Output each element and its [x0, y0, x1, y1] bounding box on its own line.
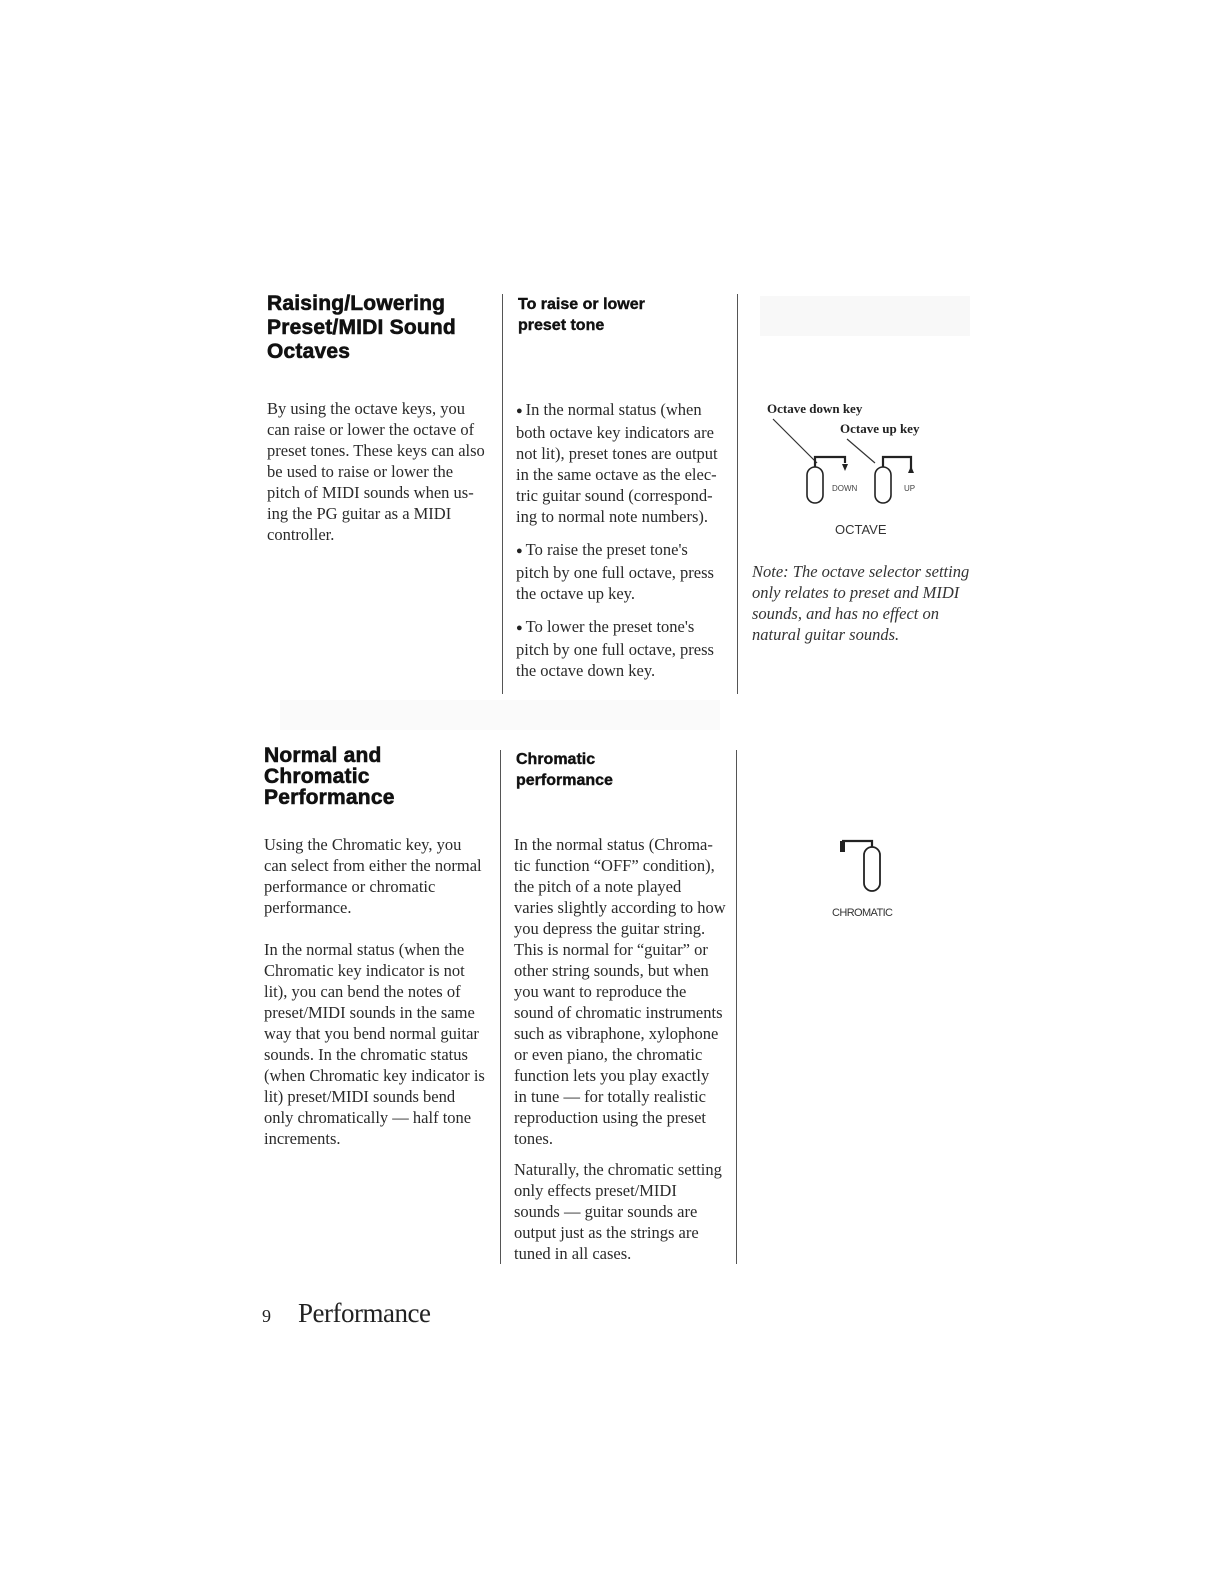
section2-title: [264, 745, 494, 808]
line-5: tric guitar sound (correspond-: [516, 486, 713, 505]
octave-keys-diagram: [745, 395, 975, 545]
section1-intro: [267, 398, 497, 545]
subheading-line: To raise or lower: [518, 296, 645, 313]
line-3: the octave up key.: [516, 584, 635, 603]
chromatic-indicator-bracket: [842, 841, 872, 847]
text-line: (when Chromatic key indicator is: [264, 1066, 485, 1085]
chromatic-key-drawing: [830, 835, 900, 905]
text-line: can select from either the normal: [264, 856, 482, 875]
pointer-down-key: [773, 419, 817, 463]
down-arrow-icon: [842, 464, 848, 471]
line-3: the octave down key.: [516, 661, 656, 680]
line-4: in the same octave as the elec-: [516, 465, 717, 484]
down-indicator-bracket: [815, 457, 845, 467]
title-line: Octaves: [267, 340, 351, 363]
bullet-item: [516, 616, 731, 681]
chromatic-indicator-icon: [840, 841, 845, 852]
subheading-line: preset tone: [518, 317, 605, 334]
up-key-text: UP: [904, 484, 916, 493]
section2-intro: [264, 834, 496, 1149]
octave-note: [752, 561, 982, 645]
chromatic-label: CHROMATIC: [832, 907, 893, 919]
footer-section-name: Performance: [298, 1298, 431, 1328]
octave-label: OCTAVE: [835, 522, 887, 537]
text-line: you want to reproduce the: [514, 982, 687, 1001]
octave-up-key-label: Octave up key: [840, 421, 920, 436]
text-line: you depress the guitar string.: [514, 919, 706, 938]
text-line: performance or chromatic: [264, 877, 436, 896]
text-line: in tune — for totally realistic: [514, 1087, 706, 1106]
down-key-text: DOWN: [832, 484, 858, 493]
title-line: Preset/MIDI Sound: [267, 316, 456, 339]
text-line: In the normal status (when the: [264, 940, 465, 959]
up-arrow-icon: [908, 466, 914, 473]
chromatic-key: [864, 847, 880, 891]
column-divider-1a: [502, 294, 503, 694]
text-line: performance.: [264, 898, 352, 917]
text-line: only effects preset/MIDI: [514, 1181, 677, 1200]
bleed-through-top: [760, 296, 970, 336]
text-line: be used to raise or lower the: [267, 462, 454, 481]
line-1: ● In the normal status (when: [516, 400, 702, 419]
text-line: tuned in all cases.: [514, 1244, 632, 1263]
column-divider-1b: [737, 294, 738, 694]
text-line: Chromatic key indicator is not: [264, 961, 465, 980]
section2-subheading: [516, 749, 726, 791]
text-line: By using the octave keys, you: [267, 399, 465, 418]
section1-subheading: [518, 294, 728, 336]
line-1: ● To raise the preset tone's: [516, 540, 688, 559]
octave-up-key: [875, 467, 891, 503]
chromatic-key-diagram: [830, 835, 900, 930]
text-line: sounds — guitar sounds are: [514, 1202, 698, 1221]
text-line: only chromatically — half tone: [264, 1108, 472, 1127]
note-line: sounds, and has no effect on: [752, 604, 939, 623]
text-line: output just as the strings are: [514, 1223, 699, 1242]
note-line: only relates to preset and MIDI: [752, 583, 960, 602]
text-line: pitch of MIDI sounds when us-: [267, 483, 474, 502]
note-line: natural guitar sounds.: [752, 625, 900, 644]
note-line: Note: The octave selector setting: [752, 562, 970, 581]
text-line: Using the Chromatic key, you: [264, 835, 462, 854]
text-line: increments.: [264, 1129, 341, 1148]
text-line: This is normal for “guitar” or: [514, 940, 708, 959]
title-line: Performance: [264, 786, 395, 809]
line-3: not lit), preset tones are output: [516, 444, 718, 463]
text-line: ing the PG guitar as a MIDI: [267, 504, 452, 523]
bullet-item: [516, 539, 731, 604]
line-2: pitch by one full octave, press: [516, 563, 714, 582]
text-line: lit) preset/MIDI sounds bend: [264, 1087, 456, 1106]
text-line: Naturally, the chromatic setting: [514, 1160, 722, 1179]
bleed-through-mid: [280, 700, 720, 730]
page-number: 9: [262, 1306, 271, 1326]
column-divider-2a: [500, 750, 501, 1264]
octave-down-key-label: Octave down key: [767, 401, 863, 416]
text-line: the pitch of a note played: [514, 877, 682, 896]
text-line: tones.: [514, 1129, 553, 1148]
text-line: lit), you can bend the notes of: [264, 982, 461, 1001]
text-line: tic function “OFF” condition),: [514, 856, 715, 875]
text-line: or even piano, the chromatic: [514, 1045, 703, 1064]
bullet-item: [516, 399, 731, 527]
section2-body: [514, 834, 734, 1264]
line-6: ing to normal note numbers).: [516, 507, 709, 526]
text-line: preset/MIDI sounds in the same: [264, 1003, 475, 1022]
section1-title: [267, 292, 497, 364]
text-line: varies slightly according to how: [514, 898, 726, 917]
text-line: function lets you play exactly: [514, 1066, 710, 1085]
text-line: way that you bend normal guitar: [264, 1024, 479, 1043]
section1-bullets: [516, 399, 731, 693]
title-line: Chromatic: [264, 765, 370, 788]
pointer-up-key: [847, 439, 875, 463]
subheading-line: performance: [516, 772, 613, 789]
subheading-line: Chromatic: [516, 751, 596, 768]
line-2: both octave key indicators are: [516, 423, 714, 442]
text-line: other string sounds, but when: [514, 961, 709, 980]
line-1: ● To lower the preset tone's: [516, 617, 694, 636]
line-2: pitch by one full octave, press: [516, 640, 714, 659]
text-line: sounds. In the chromatic status: [264, 1045, 468, 1064]
text-line: In the normal status (Chroma-: [514, 835, 713, 854]
text-line: sound of chromatic instruments: [514, 1003, 723, 1022]
title-line: Normal and: [264, 744, 382, 767]
text-line: controller.: [267, 525, 335, 544]
text-line: such as vibraphone, xylophone: [514, 1024, 719, 1043]
octave-down-key: [807, 467, 823, 503]
title-line: Raising/Lowering: [267, 292, 446, 315]
text-line: reproduction using the preset: [514, 1108, 706, 1127]
column-divider-2b: [736, 750, 737, 1264]
text-line: preset tones. These keys can also: [267, 441, 485, 460]
text-line: can raise or lower the octave of: [267, 420, 475, 439]
